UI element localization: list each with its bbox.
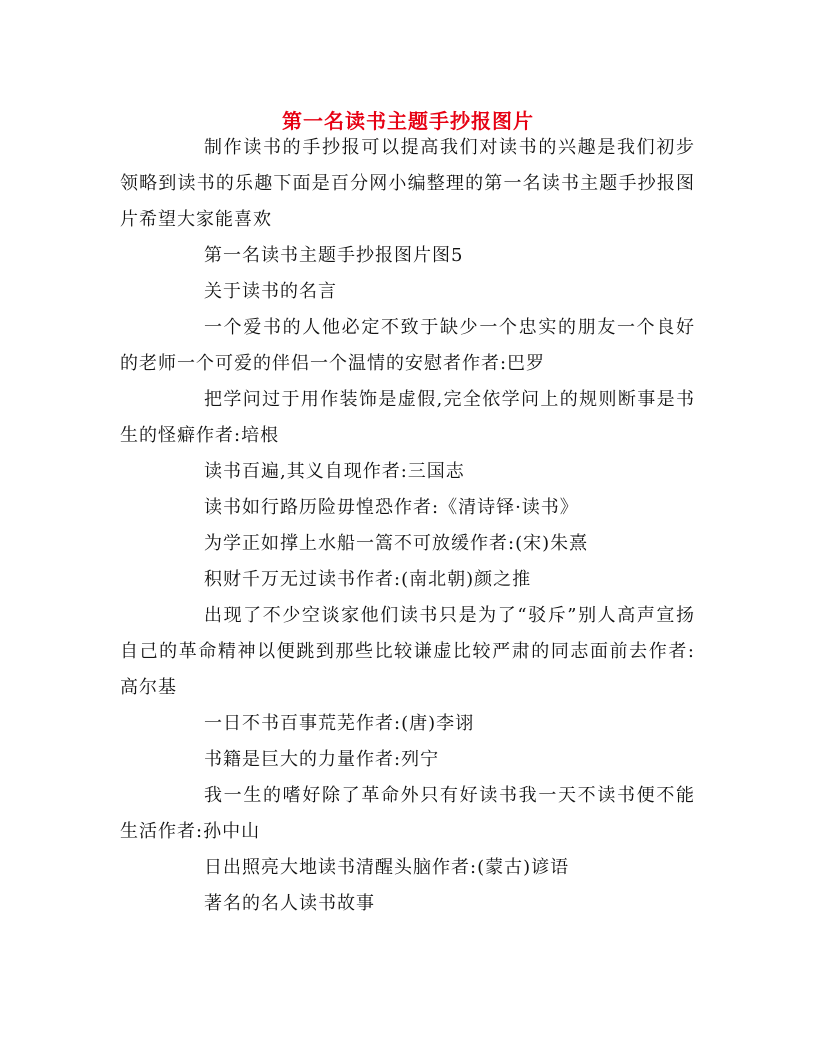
section-heading-quotes: 关于读书的名言	[204, 281, 337, 302]
quote-paragraph: 一日不书百事荒芜作者:(唐)李诩	[204, 713, 475, 734]
quote-paragraph: 为学正如撑上水船一篙不可放缓作者:(宋)朱熹	[204, 533, 589, 554]
paragraph-intro: 制作读书的手抄报可以提高我们对读书的兴趣是我们初步领略到读书的乐趣下面是百分网小编整理的第一名读书主题手抄报图片希望大家能喜欢	[120, 137, 695, 230]
section-heading-stories: 著名的名人读书故事	[204, 893, 375, 914]
quote-paragraph: 日出照亮大地读书清醒头脑作者:(蒙古)谚语	[204, 857, 570, 878]
quote-paragraph: 书籍是巨大的力量作者:列宁	[204, 749, 440, 770]
quote-paragraph: 把学问过于用作装饰是虚假,完全依学问上的规则断事是书生的怪癖作者:培根	[120, 389, 695, 446]
quote-paragraph: 积财千万无过读书作者:(南北朝)颜之推	[204, 569, 532, 590]
document-body	[120, 130, 695, 922]
quote-paragraph: 读书百遍,其义自现作者:三国志	[204, 461, 465, 482]
page-title: 第一名读书主题手抄报图片	[282, 109, 534, 134]
quote-paragraph: 读书如行路历险毋惶恐作者:《清诗铎·读书》	[204, 497, 579, 518]
paragraph-image-caption: 第一名读书主题手抄报图片图5	[204, 245, 464, 266]
quote-paragraph: 一个爱书的人他必定不致于缺少一个忠实的朋友一个良好的老师一个可爱的伴侣一个温情的安慰者作者:巴罗	[120, 317, 695, 374]
quote-paragraph: 出现了不少空谈家他们读书只是为了“驳斥”别人高声宣扬自己的革命精神以便跳到那些比较谦虚比较严肃的同志面前去作者:高尔基	[120, 605, 695, 698]
quote-paragraph: 我一生的嗜好除了革命外只有好读书我一天不读书便不能生活作者:孙中山	[120, 785, 695, 842]
